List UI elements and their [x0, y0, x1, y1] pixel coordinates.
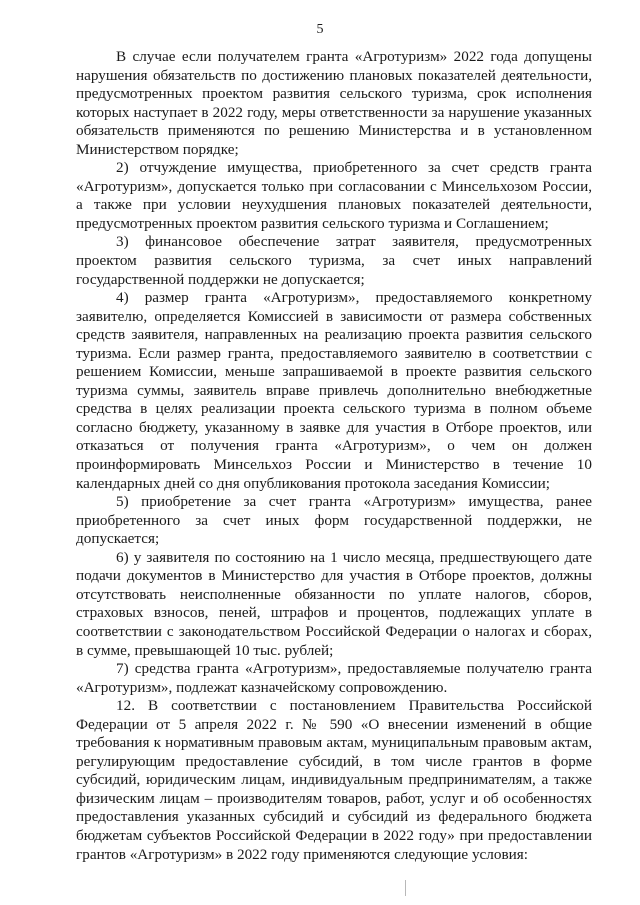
paragraph-item-6: 6) у заявителя по состоянию на 1 число месяца, предшествующего дате подачи документов в Министерство для участия в Отборе проектов, должны отсутствовать неисполненные обязанности по уплате налогов, сборов, страховых взносов, пеней, штрафов и процентов, подлежащих уплате в соответствии с законодательством Российской Федерации о налогах и сборах, в сумме, превышающей 10 тыс. рублей;: [76, 548, 592, 659]
paragraph-item-2: 2) отчуждение имущества, приобретенного за счет средств гранта «Агротуризм», допускается только при согласовании с Минсельхозом России, а также при условии неухудшения плановых показателей деятельности, предусмотренных проектом развития сельского туризма и Соглашением;: [76, 159, 592, 232]
paragraph-item-4: 4) размер гранта «Агротуризм», предоставляемого конкретному заявителю, определяется Комиссией в зависимости от размера собственных средств заявителя, направленных на реализацию проекта развития сельского туризма. Если размер гранта, предоставляемого заявителю в соответствии с решением Комиссии, меньше запрашиваемой в проекте развития сельского туризма суммы, заявитель вправе привлечь дополнительно внебюджетные средства в целях реализации проекта сельского туризма в полном объеме согласно бюджету, указанному в заявке для участия в Отборе проектов, или отказаться от получения гранта «Агротуризм», о чем он должен проинформировать Минсельхоз России и Министерство в течение 10 календарных дней со дня опубликования протокола заседания Комиссии;: [76, 289, 592, 492]
paragraph-section-12: 12. В соответствии с постановлением Правительства Российской Федерации от 5 апреля 2022 г. № 590 «О внесении изменений в общие требования к нормативным правовым актам, муниципальным правовым актам, регулирующим предоставление субсидий, в том числе грантов в форме субсидий, юридическим лицам, индивидуальным предпринимателям, а также физическим лицам – производителям товаров, работ, услуг и об особенностях предоставления указанных субсидий и субсидий из федерального бюджета бюджетам субъектов Российской Федерации в 2022 году» при предоставлении грантов «Агротуризм» в 2022 году применяются следующие условия:: [76, 697, 592, 863]
document-body: [76, 48, 592, 864]
paragraph-violation-liability: В случае если получателем гранта «Агротуризм» 2022 года допущены нарушения обязательств по достижению плановых показателей деятельности, предусмотренных проектом развития сельского туризма, срок исполнения которых наступает в 2022 году, меры ответственности за нарушение указанных обязательств применяются по решению Министерства и в установленном Министерством порядке;: [76, 48, 592, 158]
paragraph-item-5: 5) приобретение за счет гранта «Агротуризм» имущества, ранее приобретенного за счет иных форм государственной поддержки, не допускается;: [76, 493, 592, 548]
paragraph-item-3: 3) финансовое обеспечение затрат заявителя, предусмотренных проектом развития сельского туризма, за счет иных направлений государственной поддержки не допускается;: [76, 233, 592, 288]
page-number: 5: [316, 22, 324, 37]
paragraph-item-7: 7) средства гранта «Агротуризм», предоставляемые получателю гранта «Агротуризм», подлежат казначейскому сопровождению.: [76, 660, 592, 696]
scan-artifact-line: [405, 880, 406, 896]
